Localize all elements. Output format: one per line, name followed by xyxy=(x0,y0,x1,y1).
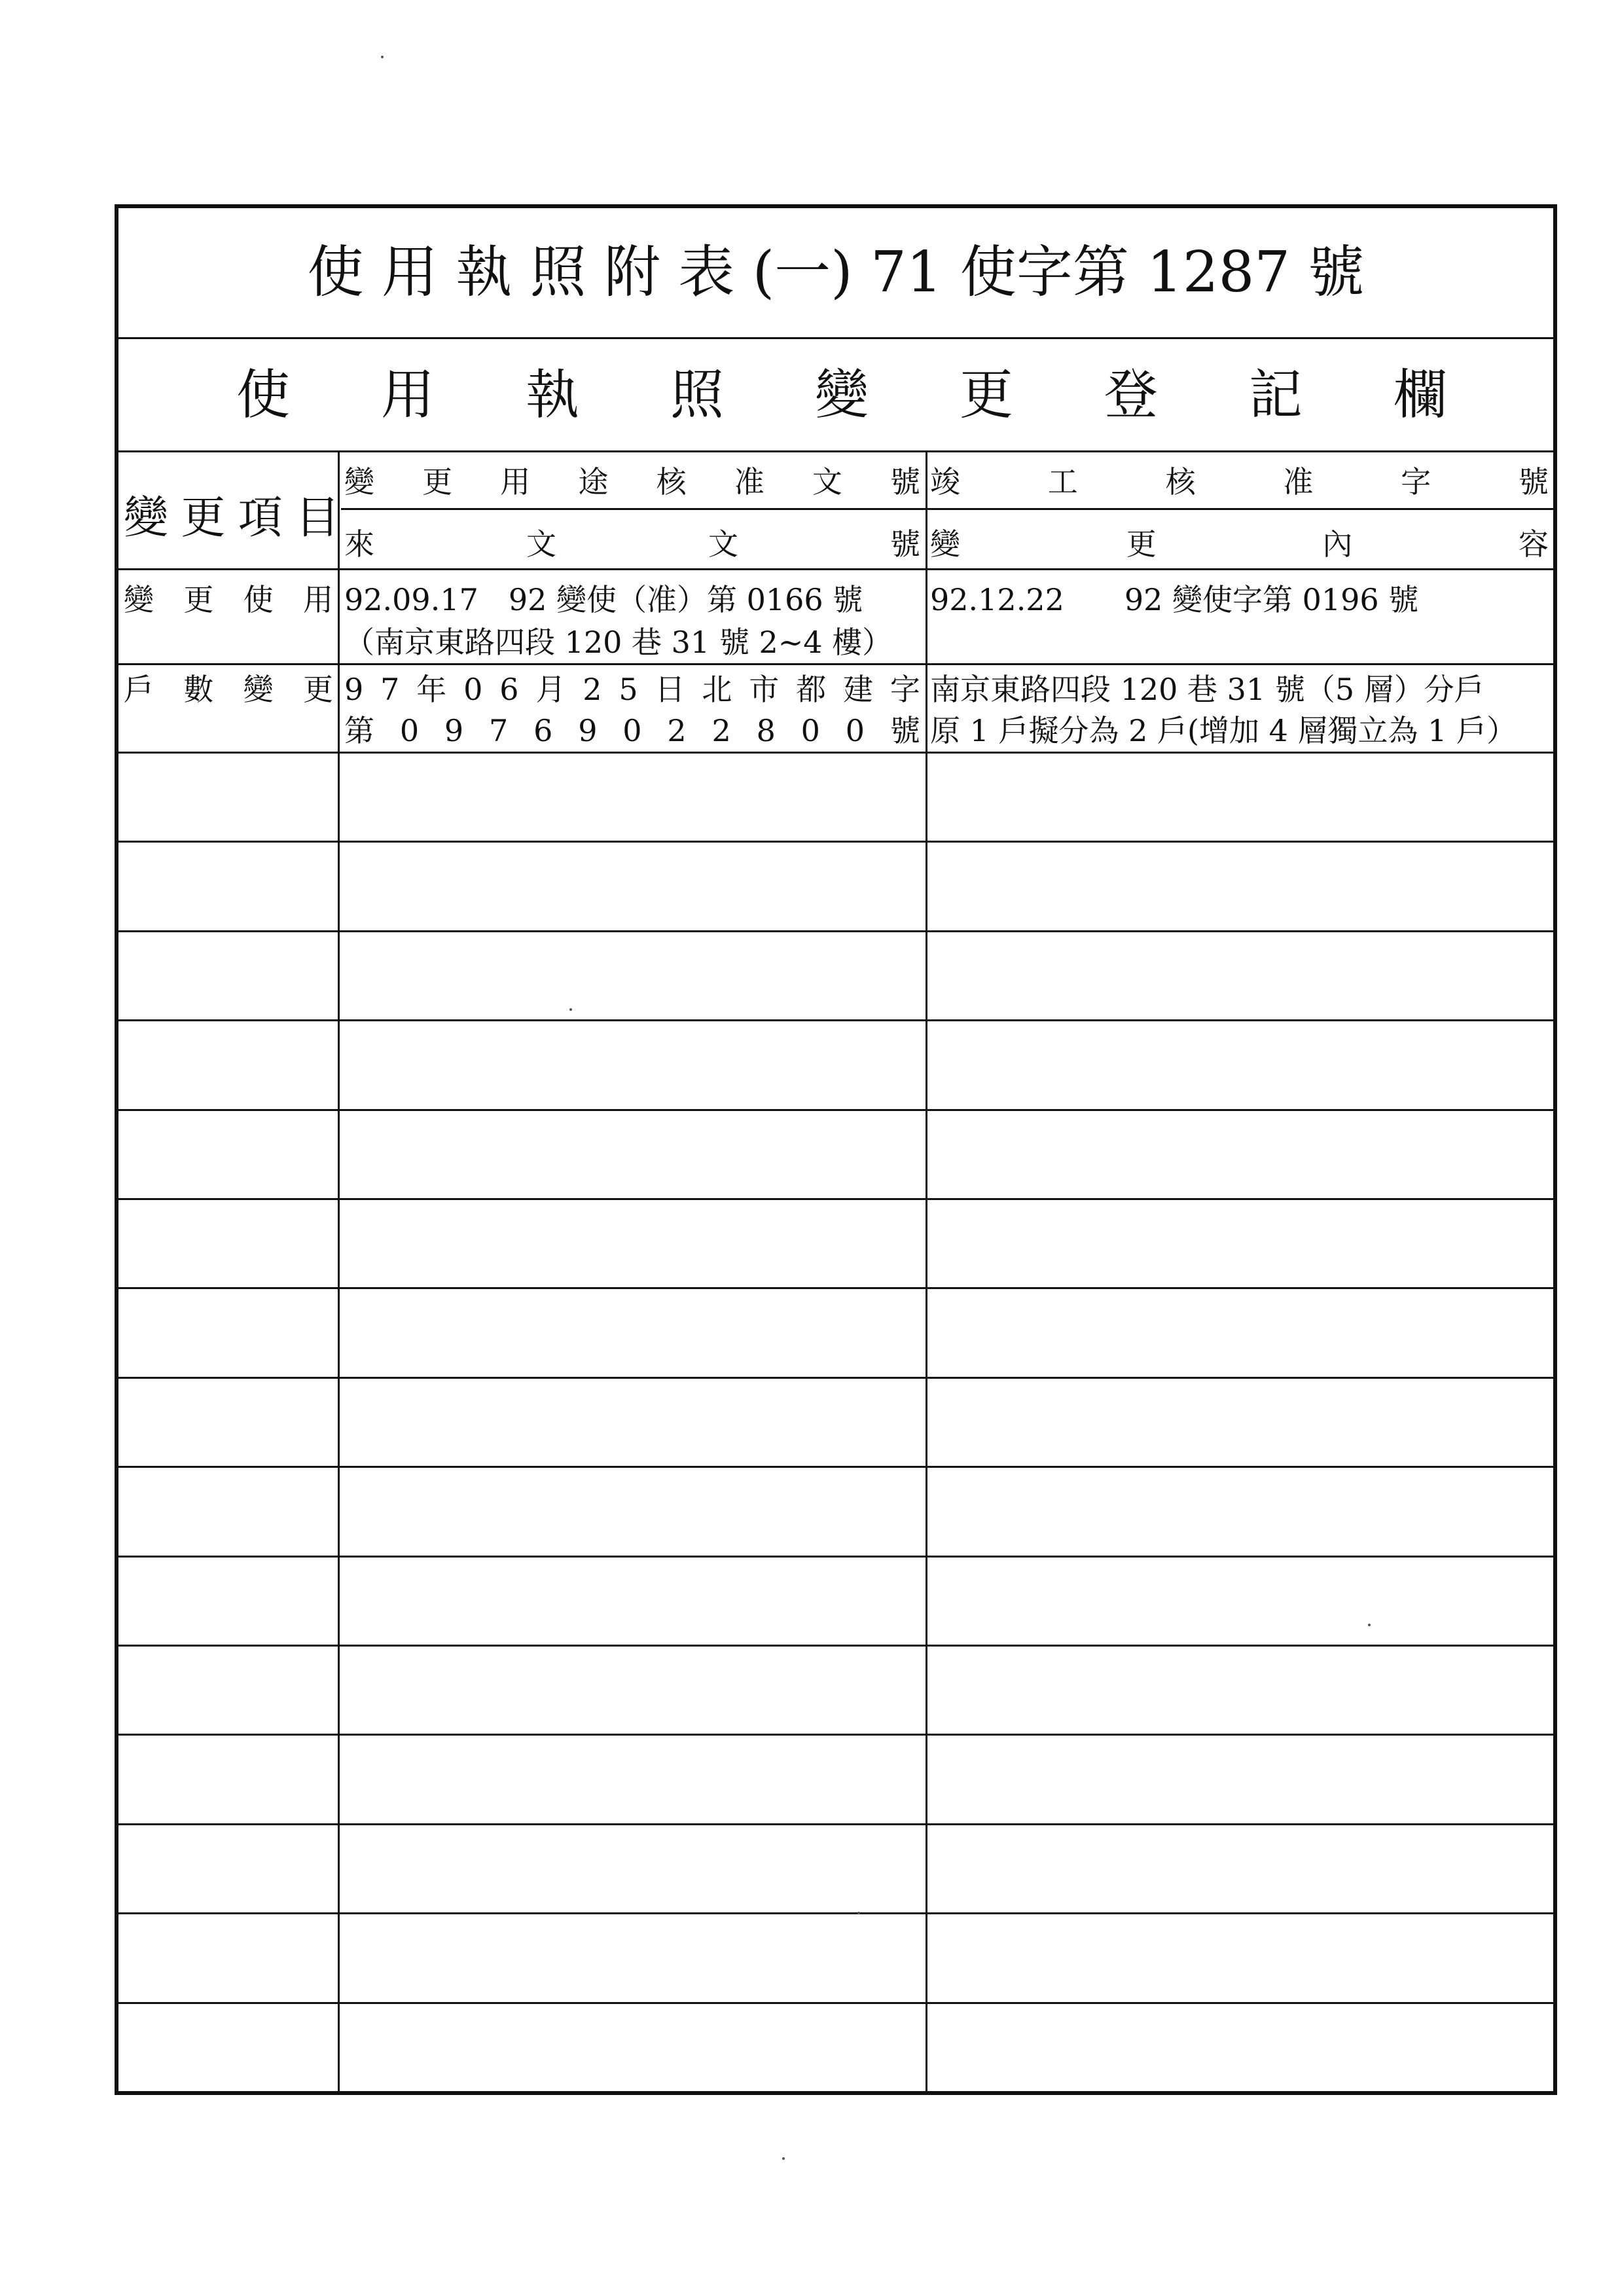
approval-char: 0 xyxy=(845,713,865,748)
item-char: 變 xyxy=(243,672,274,707)
header-char: 竣 xyxy=(930,464,960,500)
item-char: 更 xyxy=(302,672,333,707)
row-divider xyxy=(118,663,1553,665)
approval-char: 第 xyxy=(344,713,374,748)
row-divider xyxy=(118,1198,1553,1200)
header-char: 號 xyxy=(890,526,920,562)
item-char: 用 xyxy=(302,582,333,617)
section-title-char: 照 xyxy=(670,364,724,426)
approval-char: 年 xyxy=(416,672,447,707)
row2-approval-line2 xyxy=(344,713,920,748)
item-char: 數 xyxy=(183,672,214,707)
header-char: 容 xyxy=(1518,526,1549,562)
section-title-char: 更 xyxy=(959,364,1013,426)
header-char: 號 xyxy=(890,464,920,500)
approval-char: 北 xyxy=(702,672,732,707)
row-divider xyxy=(118,752,1553,754)
section-title-char: 變 xyxy=(814,364,869,426)
approval-char: 都 xyxy=(796,672,827,707)
header-char: 用 xyxy=(500,464,531,500)
header-char: 變 xyxy=(124,492,169,544)
approval-char: 6 xyxy=(533,713,553,748)
scan-speck xyxy=(782,2157,785,2160)
approval-char: 2 xyxy=(583,672,602,707)
approval-char: 市 xyxy=(749,672,780,707)
section-title-char: 欄 xyxy=(1393,364,1447,426)
scan-speck xyxy=(857,1912,860,1914)
row2-approval-line1 xyxy=(344,672,920,707)
approval-char: 9 xyxy=(444,713,464,748)
approval-char: 5 xyxy=(619,672,638,707)
header-letter-no xyxy=(344,526,920,562)
subtitle-divider xyxy=(118,450,1553,452)
header-char: 變 xyxy=(930,526,960,562)
item-char: 變 xyxy=(124,582,154,617)
row-divider xyxy=(118,1556,1553,1558)
approval-char: 2 xyxy=(711,713,731,748)
row1-approval-line2: （南京東路四段 120 巷 31 號 2~4 樓） xyxy=(344,625,893,660)
header-char: 核 xyxy=(1165,464,1196,500)
header-char: 目 xyxy=(295,492,340,544)
column-divider xyxy=(338,450,340,2091)
row-item-change-use xyxy=(124,582,333,617)
header-completion-no xyxy=(930,464,1549,500)
row-divider xyxy=(118,1466,1553,1468)
header-char: 准 xyxy=(734,464,764,500)
approval-char: 建 xyxy=(843,672,873,707)
header-char: 來 xyxy=(344,526,374,562)
row-item-household-change xyxy=(124,672,333,707)
row1-completion-line1: 92.12.22 92 變使字第 0196 號 xyxy=(930,582,1419,617)
header-char: 文 xyxy=(708,526,738,562)
header-char: 更 xyxy=(181,492,226,544)
row-divider xyxy=(118,1734,1553,1736)
header-change-content xyxy=(930,526,1549,562)
approval-char: 月 xyxy=(535,672,566,707)
row1-approval-line1: 92.09.17 92 變使（准）第 0166 號 xyxy=(344,582,863,617)
section-title-char: 用 xyxy=(380,364,435,426)
approval-char: 號 xyxy=(890,713,920,748)
row-divider xyxy=(118,841,1553,843)
section-title-char: 執 xyxy=(525,364,579,426)
header-char: 核 xyxy=(656,464,687,500)
header-char: 准 xyxy=(1283,464,1314,500)
row-divider xyxy=(118,1645,1553,1647)
header-char: 更 xyxy=(1126,526,1157,562)
approval-char: 日 xyxy=(655,672,685,707)
register-table xyxy=(115,204,1557,2095)
approval-char: 7 xyxy=(489,713,509,748)
header-char: 途 xyxy=(578,464,609,500)
item-char: 更 xyxy=(183,582,214,617)
approval-char: 0 xyxy=(622,713,642,748)
row-divider xyxy=(118,930,1553,932)
approval-char: 7 xyxy=(380,672,400,707)
section-title xyxy=(236,364,1447,426)
approval-char: 0 xyxy=(463,672,483,707)
header-approval-no xyxy=(344,464,920,500)
approval-char: 2 xyxy=(667,713,687,748)
approval-char: 0 xyxy=(399,713,420,748)
header-char: 文 xyxy=(812,464,842,500)
scan-speck xyxy=(381,56,384,58)
row2-content-line2: 原 1 戶擬分為 2 戶(增加 4 層獨立為 1 戶） xyxy=(930,713,1517,748)
header-divider xyxy=(341,508,1553,510)
approval-char: 9 xyxy=(578,713,598,748)
approval-char: 6 xyxy=(499,672,519,707)
approval-char: 8 xyxy=(756,713,776,748)
header-char: 字 xyxy=(1401,464,1431,500)
row-divider xyxy=(118,1019,1553,1021)
row-divider xyxy=(118,1377,1553,1379)
row-divider xyxy=(118,1912,1553,1914)
header-char: 變 xyxy=(344,464,374,500)
document-title: 使 用 執 照 附 表 (一) 71 使字第 1287 號 xyxy=(307,240,1365,305)
row-divider xyxy=(118,1287,1553,1289)
title-divider xyxy=(118,337,1553,339)
header-char: 項 xyxy=(238,492,283,544)
column-divider xyxy=(926,450,927,2091)
approval-char: 0 xyxy=(800,713,820,748)
header-char: 工 xyxy=(1047,464,1078,500)
row-divider xyxy=(118,2002,1553,2004)
section-title-char: 登 xyxy=(1104,364,1158,426)
item-char: 使 xyxy=(243,582,274,617)
row-divider xyxy=(118,1823,1553,1825)
scan-speck xyxy=(569,1008,572,1011)
section-title-char: 記 xyxy=(1248,364,1303,426)
header-char: 更 xyxy=(422,464,453,500)
row2-content-line1: 南京東路四段 120 巷 31 號（5 層）分戶 xyxy=(930,672,1484,707)
header-change-item xyxy=(124,492,340,544)
header-char: 文 xyxy=(526,526,556,562)
header-bottom-divider xyxy=(118,568,1553,570)
approval-char: 9 xyxy=(344,672,364,707)
header-char: 內 xyxy=(1322,526,1353,562)
approval-char: 字 xyxy=(890,672,920,707)
scan-speck xyxy=(1368,1624,1371,1626)
header-char: 號 xyxy=(1518,464,1549,500)
row-divider xyxy=(118,1109,1553,1111)
section-title-char: 使 xyxy=(236,364,291,426)
item-char: 戶 xyxy=(124,672,154,707)
